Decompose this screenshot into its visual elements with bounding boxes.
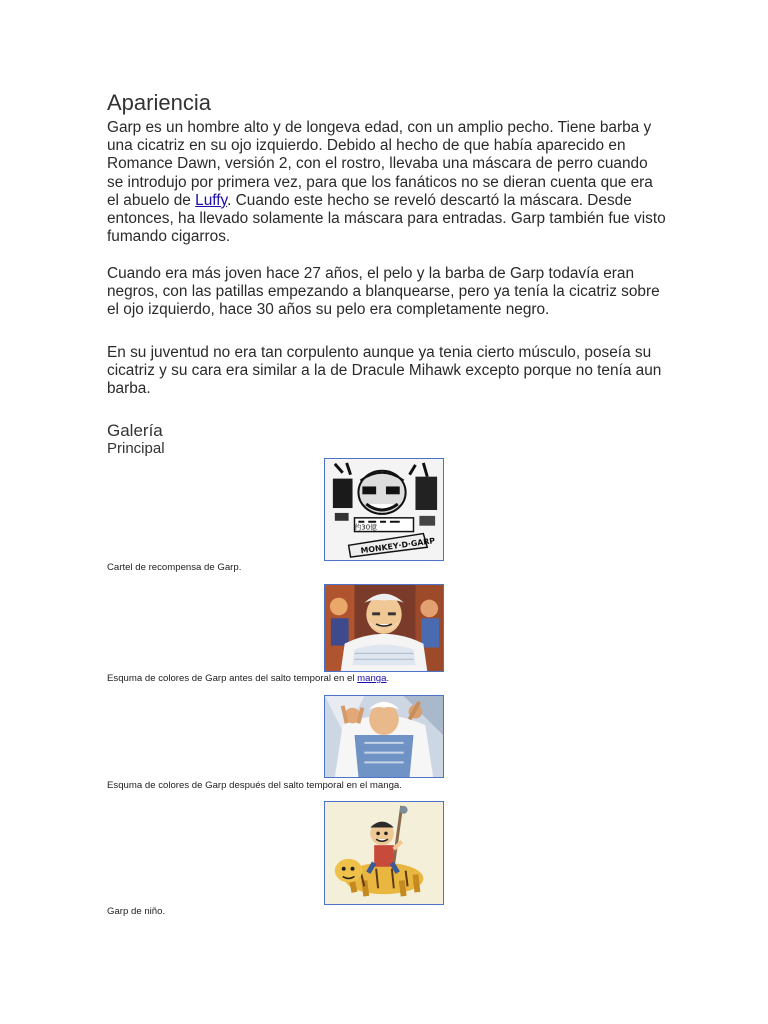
paragraph-appearance	[107, 119, 667, 246]
paragraph-text: Garp es un hombre alto y de longeva edad, con un amplio pecho. Tiene barba y una cicatriz en su ojo izquierdo. Debido al hecho de que había aparecido en Romance Dawn, versión 2, con el rostro, llevaba una máscara de perro cuando se introdujo por primera vez, para que los fanáticos no se dieran cuenta que era el abuelo de	[107, 119, 653, 209]
luffy-link[interactable]: Luffy	[195, 191, 228, 209]
caption-text: .	[386, 673, 390, 684]
paragraph-youth: En su juventud no era tan corpulento aunque ya tenia cierto músculo, poseía su cicatriz y su cara era similar a la de Dracule Mihawk excepto porque no tenía aun barba.	[107, 344, 662, 398]
garp-post-timeskip-image[interactable]	[324, 695, 444, 778]
wanted-poster-image[interactable]	[324, 458, 444, 561]
caption-text: Esquma de colores de Garp antes del salto temporal en el	[107, 673, 358, 684]
caption-wanted-poster: Cartel de recompensa de Garp.	[107, 562, 242, 573]
garp-color-scheme-image[interactable]	[324, 584, 444, 672]
paragraph-text: . Cuando este hecho se reveló descartó la máscara. Desde entonces, ha llevado solamente la máscara para entradas. Garp también fue visto fumando cigarros.	[107, 191, 666, 246]
manga-link[interactable]: manga	[357, 673, 387, 684]
gallery-title: Galería	[107, 421, 163, 440]
young-garp-on-tiger-image[interactable]	[324, 801, 444, 905]
section-title: Apariencia	[107, 90, 211, 115]
svg-text:约30億: 约30億	[354, 523, 377, 532]
bounty-name-text: MONKEY·D·GARP	[360, 536, 436, 556]
caption-color-scheme-after: Esquma de colores de Garp después del salto temporal en el manga.	[107, 780, 402, 791]
caption-young-garp: Garp de niño.	[107, 906, 166, 917]
caption-color-scheme-before	[107, 673, 389, 684]
gallery-subtitle: Principal	[107, 440, 165, 457]
paragraph-younger: Cuando era más joven hace 27 años, el pelo y la barba de Garp todavía eran negros, con las patillas empezando a blanquearse, pero ya tenía la cicatriz sobre el ojo izquierdo, hace 30 años su pelo era completamente negro.	[107, 265, 660, 319]
